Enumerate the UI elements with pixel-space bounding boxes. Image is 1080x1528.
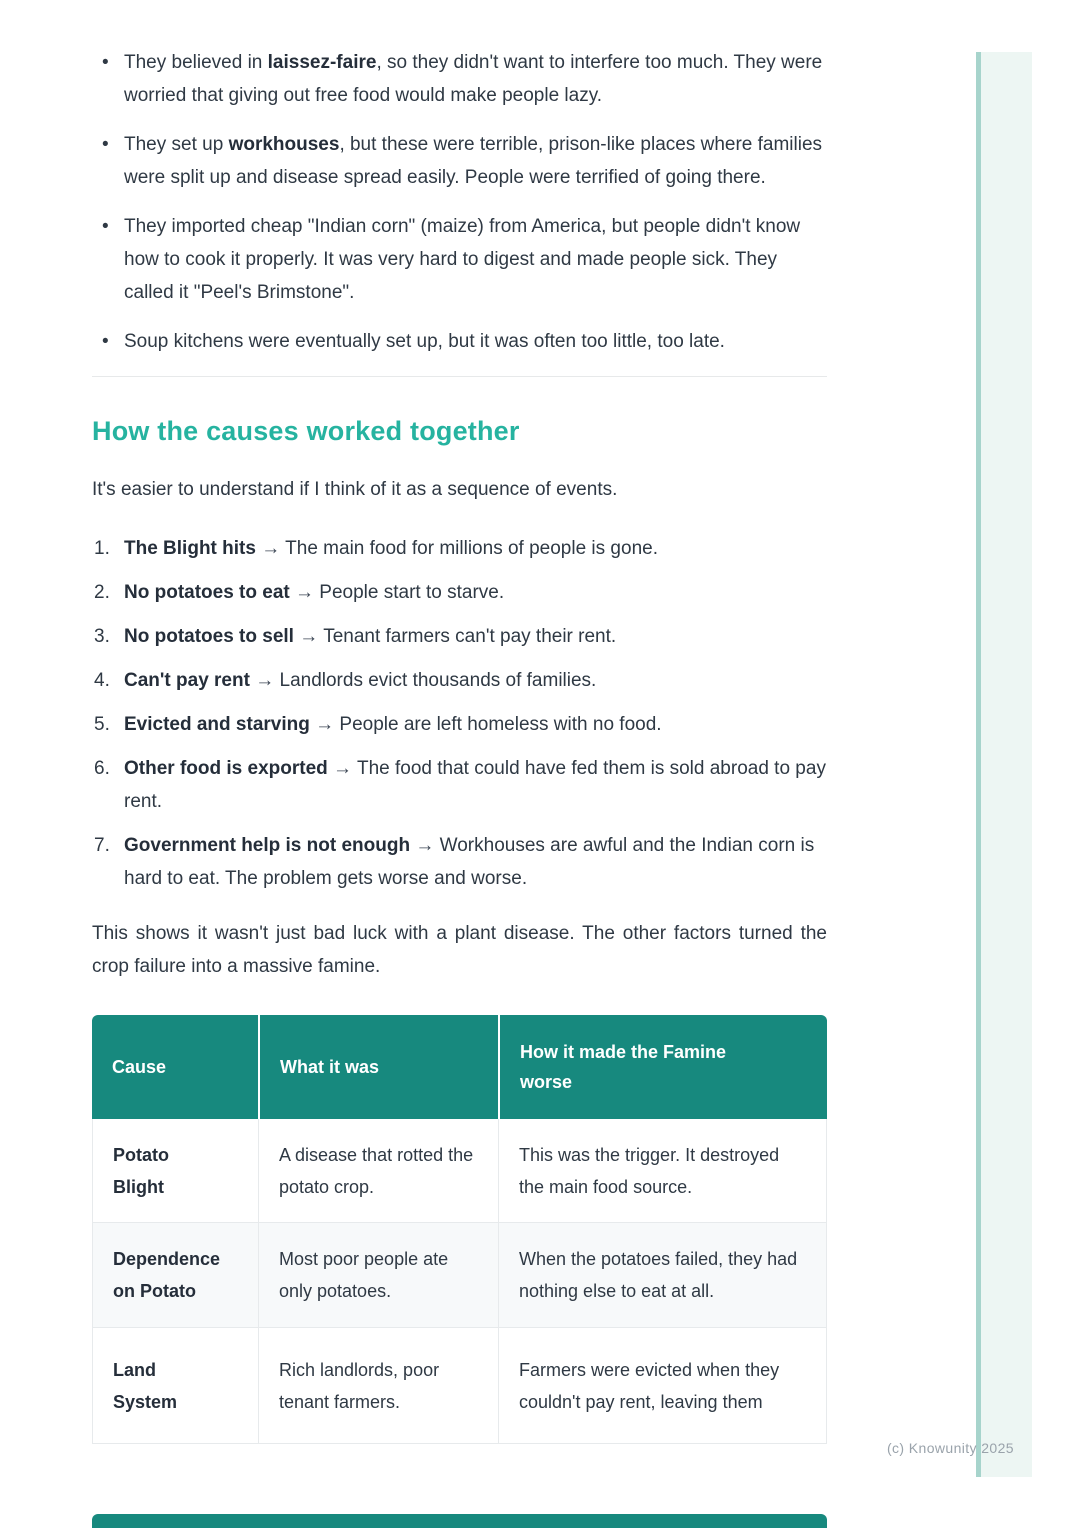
bullet-text: They set up	[124, 134, 229, 155]
step-number: 4.	[94, 670, 110, 691]
column-header-what: What it was	[258, 1015, 498, 1119]
list-item	[92, 576, 827, 609]
arrow-icon: →	[299, 626, 319, 647]
arrow-icon: →	[315, 714, 335, 735]
step-title: Can't pay rent	[124, 670, 250, 691]
bullet-text: , but these were terrible, prison-like places where families were split up and disease spread easily. People were terrified of going there.	[124, 134, 823, 188]
sequence-of-events-list	[92, 532, 827, 895]
list-item	[92, 752, 827, 818]
section-divider	[92, 376, 827, 377]
bullet-icon: •	[102, 331, 109, 352]
cell-what: Most poor people ate only potatoes.	[258, 1223, 498, 1328]
step-title: Other food is exported	[124, 758, 328, 779]
cell-cause: Land System	[92, 1328, 258, 1444]
arrow-icon: →	[255, 670, 275, 691]
conclusion-paragraph: This shows it wasn't just bad luck with a plant disease. The other factors turned the crop failure into a massive famine.	[92, 923, 827, 977]
step-number: 6.	[94, 758, 110, 779]
government-response-bullet-list	[92, 46, 827, 358]
cell-what: Rich landlords, poor tenant farmers.	[258, 1328, 498, 1444]
document-content	[92, 0, 827, 1444]
step-text: People start to starve.	[319, 582, 505, 603]
list-item	[92, 46, 827, 112]
list-item	[92, 325, 827, 358]
cell-cause: Dependence on Potato	[92, 1223, 258, 1328]
bullet-text: They believed in	[124, 52, 268, 73]
list-item	[92, 210, 827, 309]
step-title: The Blight hits	[124, 538, 256, 559]
next-table-header-bar	[92, 1514, 827, 1528]
table-header-row	[92, 1015, 827, 1119]
arrow-icon: →	[295, 582, 315, 603]
bullet-text: They imported cheap "Indian corn" (maize) from America, but people didn't know how to cook it properly. It was very hard to digest and made people sick. They called it "Peel's Brimstone".	[124, 216, 801, 303]
copyright-watermark: (c) Knowunity 2025	[886, 1440, 1014, 1456]
cell-what: A disease that rotted the potato crop.	[258, 1119, 498, 1223]
step-text: Workhouses are awful and the Indian corn is hard to eat. The problem gets worse and worse.	[124, 835, 815, 889]
bullet-icon: •	[102, 52, 109, 73]
step-title: No potatoes to eat	[124, 582, 290, 603]
column-header-how	[498, 1015, 827, 1119]
causes-table	[92, 1015, 827, 1444]
step-text: Landlords evict thousands of families.	[279, 670, 597, 691]
section-heading: How the causes worked together	[92, 416, 520, 446]
bullet-bold-text: laissez-faire	[267, 52, 377, 73]
step-text: Tenant farmers can't pay their rent.	[323, 626, 617, 647]
list-item	[92, 532, 827, 565]
step-number: 2.	[94, 582, 110, 603]
step-title: Government help is not enough	[124, 835, 411, 856]
cell-cause: Potato Blight	[92, 1119, 258, 1223]
table-row	[92, 1328, 827, 1444]
arrow-icon: →	[261, 538, 281, 559]
column-header-cause: Cause	[92, 1015, 258, 1119]
list-item	[92, 708, 827, 741]
list-item	[92, 620, 827, 653]
bullet-icon: •	[102, 134, 109, 155]
intro-paragraph: It's easier to understand if I think of it as a sequence of events.	[92, 479, 618, 500]
cell-how: Farmers were evicted when they couldn't pay rent, leaving them	[498, 1328, 827, 1444]
bullet-bold-text: workhouses	[228, 134, 340, 155]
cell-how: This was the trigger. It destroyed the main food source.	[498, 1119, 827, 1223]
step-number: 3.	[94, 626, 110, 647]
arrow-icon: →	[333, 758, 353, 779]
bullet-icon: •	[102, 216, 109, 237]
step-number: 5.	[94, 714, 110, 735]
step-title: No potatoes to sell	[124, 626, 294, 647]
step-number: 7.	[94, 835, 110, 856]
list-item	[92, 664, 827, 697]
step-text: People are left homeless with no food.	[339, 714, 662, 735]
list-item	[92, 829, 827, 895]
page-edge-strip	[976, 52, 1032, 1477]
step-text: The food that could have fed them is sold abroad to pay rent.	[124, 758, 826, 812]
step-title: Evicted and starving	[124, 714, 310, 735]
list-item	[92, 128, 827, 194]
bullet-text: Soup kitchens were eventually set up, but it was often too little, too late.	[124, 331, 725, 352]
step-text: The main food for millions of people is gone.	[285, 538, 658, 559]
step-number: 1.	[94, 538, 110, 559]
table-row	[92, 1223, 827, 1328]
cell-how: When the potatoes failed, they had nothing else to eat at all.	[498, 1223, 827, 1328]
bullet-text: , so they didn't want to interfere too much. They were worried that giving out free food would make people lazy.	[124, 52, 823, 106]
arrow-icon: →	[415, 835, 435, 856]
table-row	[92, 1119, 827, 1223]
column-header-how-text: How it made the Famine worse	[520, 1042, 727, 1092]
